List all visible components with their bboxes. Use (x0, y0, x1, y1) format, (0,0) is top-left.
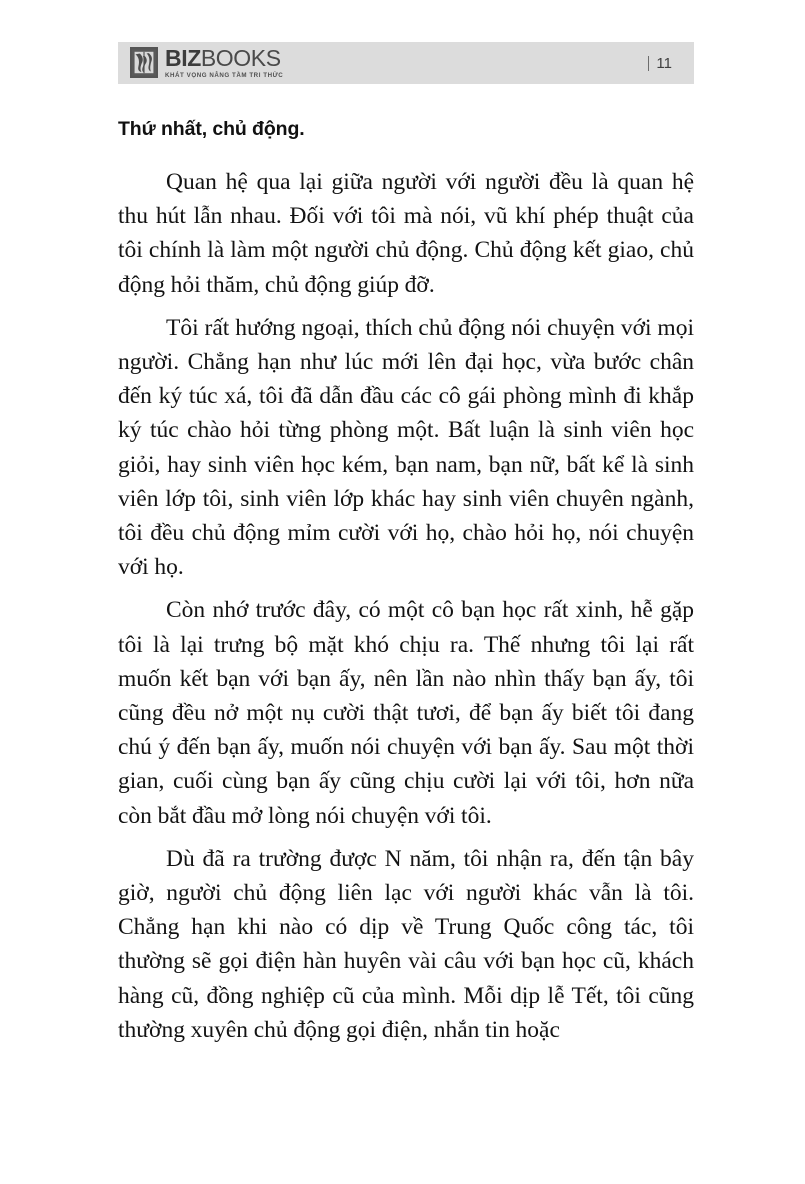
bizbooks-logo (130, 44, 284, 79)
body-paragraph: Dù đã ra trường được N năm, tôi nhận ra, đến tận bây giờ, người chủ động liên lạc với người khác vẫn là tôi. Chẳng hạn khi nào có dịp về Trung Quốc công tác, tôi thường sẽ gọi điện hàn huyên vài câu với bạn học cũ, khách hàng cũ, đồng nghiệp cũ của mình. Mỗi dịp lễ Tết, tôi cũng thường xuyên chủ động gọi điện, nhắn tin hoặc (118, 845, 694, 1043)
page-number (648, 55, 672, 72)
folio-rule-icon (648, 56, 649, 71)
logo-word-books: BOOKS (200, 44, 281, 71)
body-paragraph: Còn nhớ trước đây, có một cô bạn học rất xinh, hễ gặp tôi là lại trưng bộ mặt khó chịu ra. Thế nhưng tôi lại rất muốn kết bạn với bạn ấy, nên lần nào nhìn thấy bạn ấy, tôi cũng đều nở một nụ cười thật tươi, để bạn ấy biết tôi đang chú ý đến bạn ấy, muốn nói chuyện với bạn ấy. Sau một thời gian, cuối cùng bạn ấy cũng chịu cười lại với tôi, hơn nữa còn bắt đầu mở lòng nói chuyện với tôi. (118, 597, 694, 829)
bizbooks-book-mark-icon (130, 47, 158, 78)
logo-word-biz: BIZ (165, 44, 201, 71)
bizbooks-logo-text (165, 44, 284, 79)
page-content (118, 118, 694, 1047)
page-number-value: 11 (656, 54, 672, 72)
body-paragraph: Quan hệ qua lại giữa người với người đều là quan hệ thu hút lẫn nhau. Đối với tôi mà nói, vũ khí phép thuật của tôi chính là làm một người chủ động. Chủ động kết giao, chủ động hỏi thăm, chủ động giúp đỡ. (118, 169, 694, 298)
running-header (118, 42, 694, 84)
section-title: Thứ nhất, chủ động. (118, 118, 305, 140)
logo-tagline: KHÁT VỌNG NÂNG TẦM TRI THỨC (165, 71, 284, 79)
body-paragraph: Tôi rất hướng ngoại, thích chủ động nói chuyện với mọi người. Chẳng hạn như lúc mới lên đại học, vừa bước chân đến ký túc xá, tôi đã dẫn đầu các cô gái phòng mình đi khắp ký túc chào hỏi từng phòng một. Bất luận là sinh viên học giỏi, hay sinh viên học kém, bạn nam, bạn nữ, bất kể là sinh viên lớp tôi, sinh viên lớp khác hay sinh viên chuyên ngành, tôi đều chủ động mỉm cười với họ, chào hỏi họ, nói chuyện với họ. (118, 314, 694, 581)
bizbooks-wordmark (165, 44, 283, 71)
